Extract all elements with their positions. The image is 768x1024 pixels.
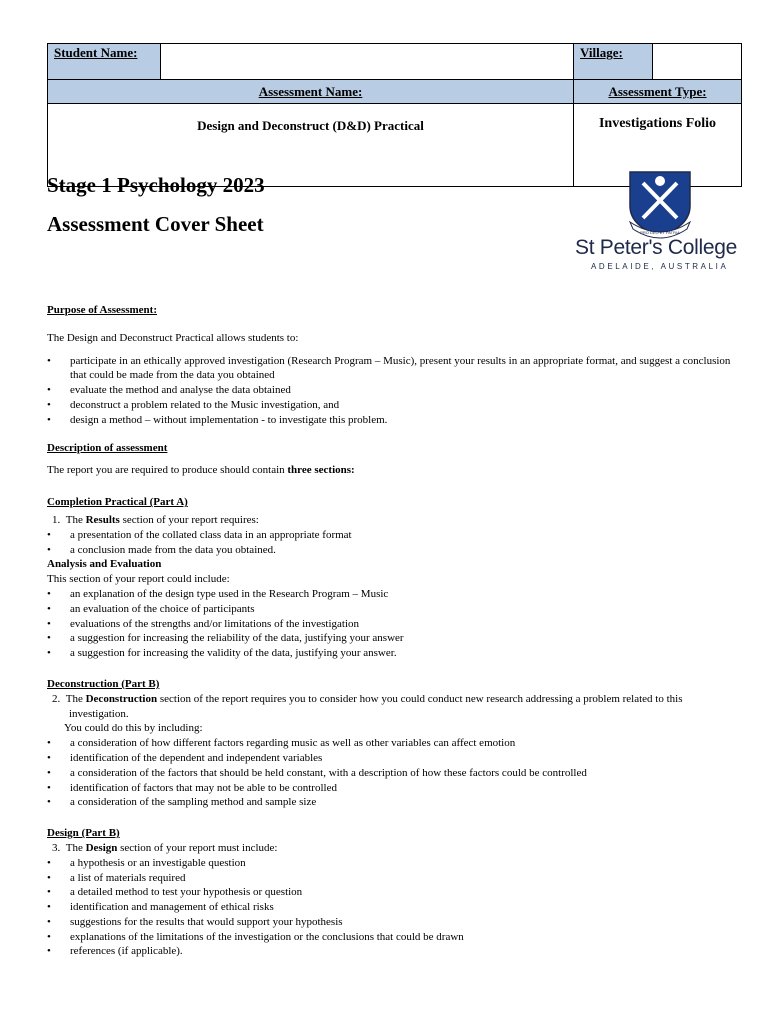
list-item: • an evaluation of the choice of participants — [47, 602, 737, 617]
student-name-label: Student Name: — [48, 44, 161, 80]
design-intro: 3. The Design section of your report must include: — [52, 841, 278, 854]
college-name: St Peter's College — [575, 236, 738, 259]
analysis-intro: This section of your report could include: — [47, 573, 230, 586]
description-heading: Description of assessment — [47, 441, 168, 454]
list-item: • a suggestion for increasing the validity of the data, justifying your answer. — [47, 646, 737, 661]
deconstruction-intro: 2. The Deconstruction section of the report requires you to consider how you could conduct new research addressing a problem related to this investigation. — [52, 692, 683, 720]
deconstruction-list — [47, 736, 737, 810]
part-b-deconstruction-heading: Deconstruction (Part B) — [47, 677, 160, 690]
list-item: • a presentation of the collated class data in an appropriate format — [47, 528, 737, 543]
list-item: • a conclusion made from the data you obtained. — [47, 543, 737, 558]
college-location: ADELAIDE, AUSTRALIA — [591, 262, 729, 271]
village-field[interactable] — [653, 44, 742, 80]
crest-motto: PRO DEO ET PATRIA — [640, 230, 680, 235]
list-item: • a consideration of the factors that should be held constant, with a description of how these factors could be controlled — [47, 766, 737, 781]
list-item: • identification of the dependent and independent variables — [47, 751, 737, 766]
list-item: • a consideration of how different factors regarding music as well as other variables can affect emotion — [47, 736, 737, 751]
list-item: • suggestions for the results that would support your hypothesis — [47, 915, 737, 930]
list-item: • a list of materials required — [47, 871, 737, 886]
analysis-list — [47, 587, 737, 661]
page-subtitle: Assessment Cover Sheet — [47, 212, 264, 236]
assessment-body — [47, 303, 737, 959]
list-item: • explanations of the limitations of the investigation or the conclusions that could be drawn — [47, 930, 737, 945]
assessment-type-value: Investigations Folio — [574, 104, 742, 187]
list-item: • design a method – without implementation - to investigate this problem. — [47, 413, 737, 428]
part-a-heading: Completion Practical (Part A) — [47, 496, 188, 509]
assessment-type-label: Assessment Type: — [574, 80, 742, 104]
results-intro: 1. The Results section of your report requires: — [52, 513, 259, 526]
analysis-heading: Analysis and Evaluation — [47, 558, 162, 571]
list-item: • a detailed method to test your hypothesis or question — [47, 885, 737, 900]
village-label: Village: — [574, 44, 653, 80]
design-list — [47, 856, 737, 960]
part-b-design-heading: Design (Part B) — [47, 827, 120, 840]
list-item: • identification and management of ethical risks — [47, 900, 737, 915]
list-item: • evaluate the method and analyse the data obtained — [47, 383, 737, 398]
assessment-name-label: Assessment Name: — [48, 80, 574, 104]
assessment-name-value: Design and Deconstruct (D&D) Practical — [48, 104, 574, 187]
list-item: • references (if applicable). — [47, 944, 737, 959]
list-item: • participate in an ethically approved investigation (Research Program – Music), present your results in an appropriate format, and suggest a conclusion that could be made from the data you obtained — [47, 354, 737, 384]
page-title: Stage 1 Psychology 2023 — [47, 173, 265, 197]
purpose-heading: Purpose of Assessment: — [47, 304, 157, 316]
list-item: • an explanation of the design type used in the Research Program – Music — [47, 587, 737, 602]
student-name-field[interactable] — [161, 44, 574, 80]
list-item: • deconstruct a problem related to the Music investigation, and — [47, 398, 737, 413]
list-item: • evaluations of the strengths and/or limitations of the investigation — [47, 617, 737, 632]
purpose-intro: The Design and Deconstruct Practical allows students to: — [47, 331, 299, 344]
deconstruction-sub: You could do this by including: — [64, 722, 203, 735]
purpose-list — [47, 354, 737, 428]
list-item: • a suggestion for increasing the reliability of the data, justifying your answer — [47, 631, 737, 646]
list-item: • a consideration of the sampling method and sample size — [47, 795, 737, 810]
description-text: The report you are required to produce should contain three sections: — [47, 464, 355, 477]
header-table — [47, 43, 742, 187]
list-item: • identification of factors that may not be able to be controlled — [47, 781, 737, 796]
list-item: • a hypothesis or an investigable question — [47, 856, 737, 871]
results-list — [47, 528, 737, 558]
